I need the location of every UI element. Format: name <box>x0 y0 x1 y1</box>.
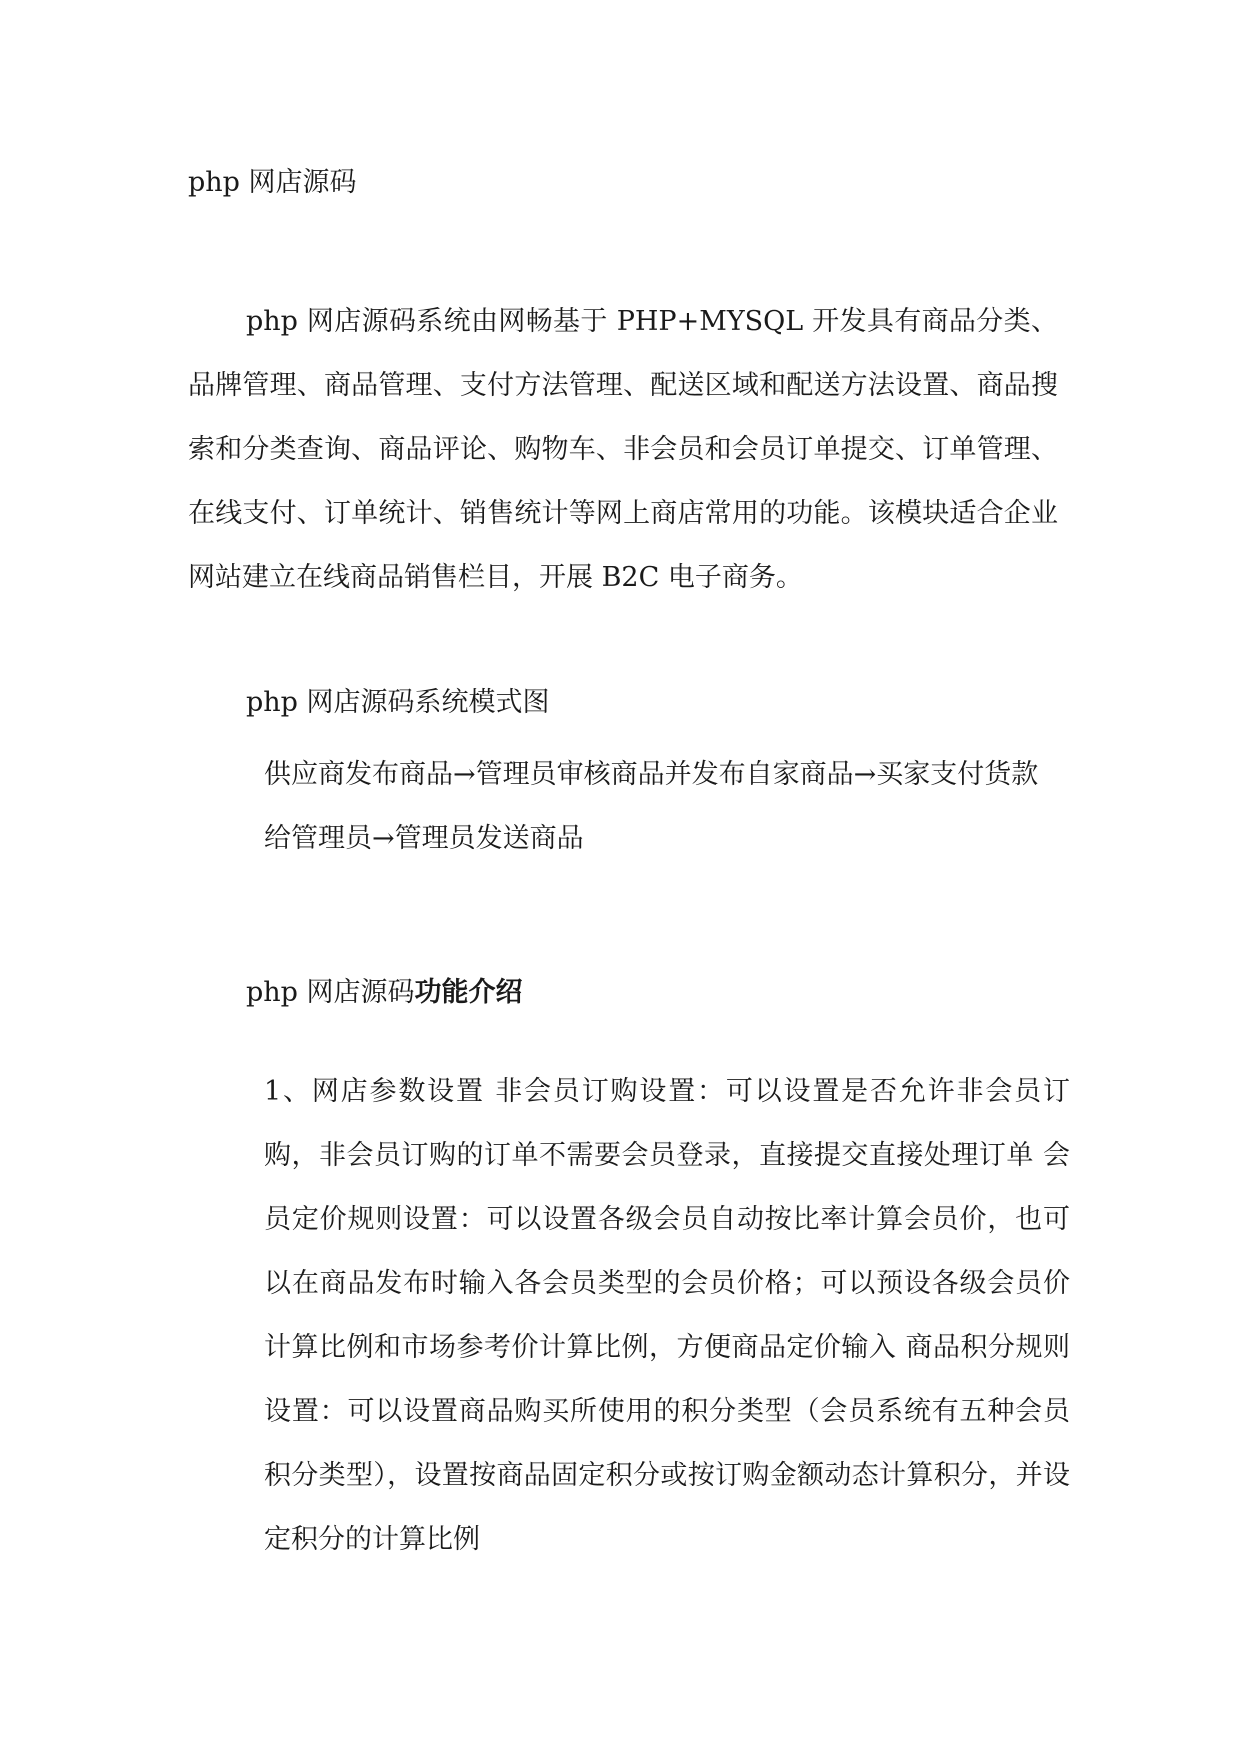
mode-diagram-description: 供应商发布商品→管理员审核商品并发布自家商品→买家支付货款给管理员→管理员发送商品 <box>264 759 1039 854</box>
document-title: php 网店源码 <box>188 167 357 198</box>
features-heading-prefix: php 网店源码 <box>246 977 415 1008</box>
features-heading <box>246 976 523 1010</box>
features-paragraph: 1、网店参数设置 非会员订购设置：可以设置是否允许非会员订购，非会员订购的订单不需要会员登录，直接提交直接处理订单 会员定价规则设置：可以设置各级会员自动按比率计算会员价，也可以在商品发布时输入各会员类型的会员价格；可以预设各级会员价计算比例和市场参考价计算比例，方便商品定价输入 商品积分规则设置：可以设置商品购买所使用的积分类型（会员系统有五种会员积分类型），设置按商品固定积分或按订购金额动态计算积分，并设定积分的计算比例 <box>264 1076 1070 1555</box>
mode-diagram-title: php 网店源码系统模式图 <box>246 687 550 718</box>
intro-paragraph: php 网店源码系统由网畅基于 PHP+MYSQL 开发具有商品分类、品牌管理、商品管理、支付方法管理、配送区域和配送方法设置、商品搜索和分类查询、商品评论、购物车、非会员和会员订单提交、订单管理、在线支付、订单统计、销售统计等网上商店常用的功能。该模块适合企业网站建立在线商品销售栏目，开展 B2C 电子商务。 <box>188 306 1058 593</box>
features-heading-bold: 功能介绍 <box>414 977 523 1008</box>
